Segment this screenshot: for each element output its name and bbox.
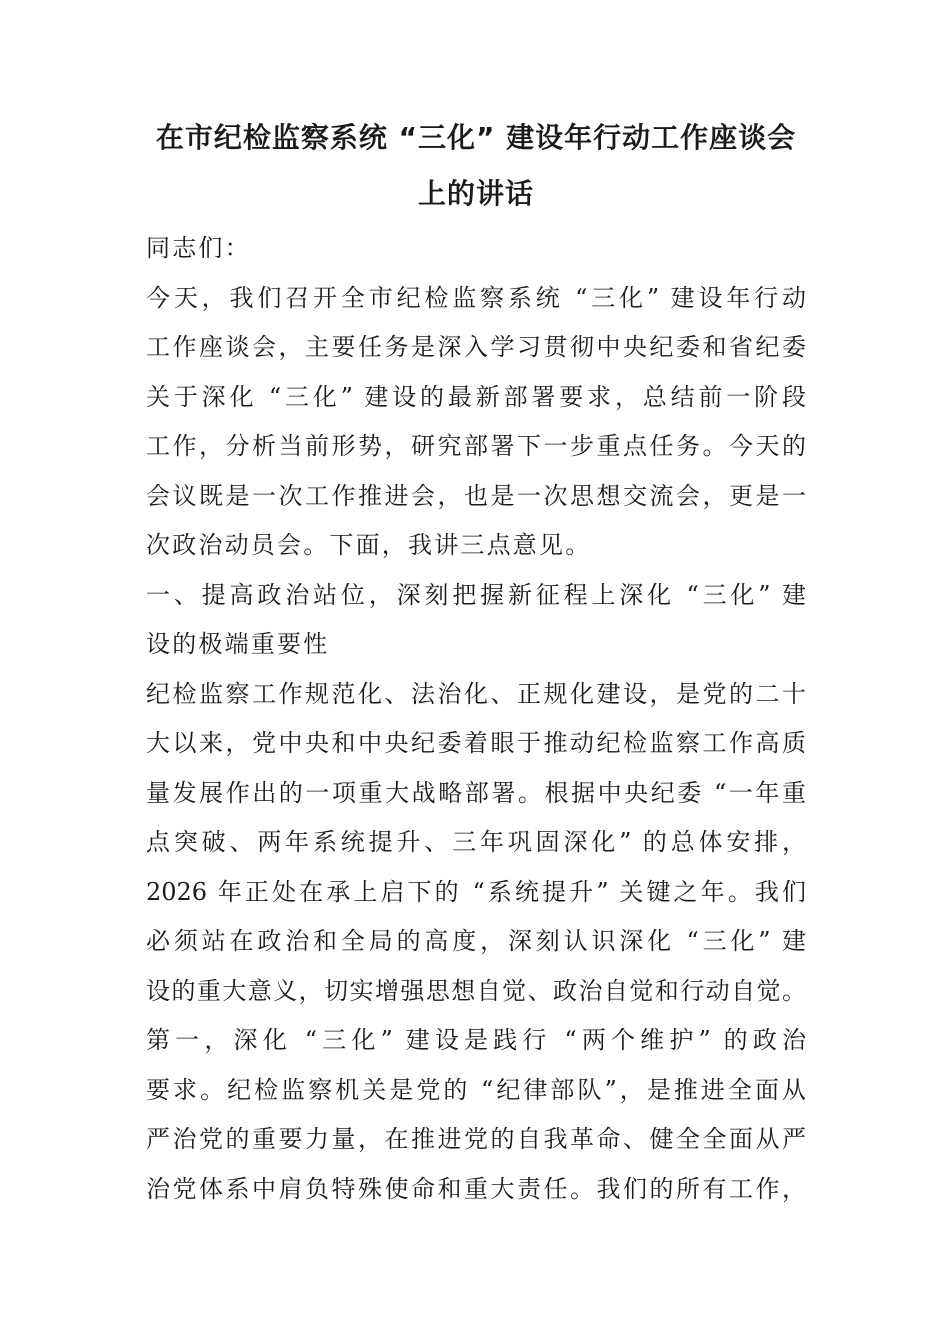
text-line: 会议既是一次工作推进会，也是一次思想交流会，更是一 bbox=[146, 481, 806, 510]
document-title bbox=[146, 110, 806, 222]
text-line: 第一，深化 “三化” 建设是践行 “两个维护” 的政治 bbox=[146, 1026, 806, 1054]
text-line: 必须站在政治和全局的高度，深刻认识深化 “三化” 建 bbox=[146, 927, 806, 955]
text-line: 工作，分析当前形势，研究部署下一步重点任务。今天的 bbox=[146, 432, 806, 460]
text-line: 点突破、两年系统提升、三年巩固深化” 的总体安排， bbox=[146, 828, 806, 856]
text-line: 关于深化 “三化” 建设的最新部署要求，总结前一阶段 bbox=[146, 382, 806, 411]
salutation: 同志们： bbox=[146, 234, 251, 262]
document-page bbox=[146, 110, 806, 1214]
text-line: 工作座谈会，主要任务是深入学习贯彻中央纪委和省纪委 bbox=[146, 333, 806, 361]
text-line: 要求。纪检监察机关是党的 “纪律部队”，是推进全面从 bbox=[146, 1075, 806, 1104]
text-line: 设的重大意义，切实增强思想自觉、政治自觉和行动自觉。 bbox=[146, 976, 806, 1005]
text-line: 治党体系中肩负特殊使命和重大责任。我们的所有工作， bbox=[146, 1174, 806, 1203]
text-line: 纪检监察工作规范化、法治化、正规化建设，是党的二十 bbox=[146, 679, 806, 708]
section-heading-line: 设的极端重要性 bbox=[146, 630, 330, 658]
document-body bbox=[146, 224, 806, 1214]
text-line: 今天，我们召开全市纪检监察系统 “三化” 建设年行动 bbox=[146, 283, 806, 312]
section-heading-line: 一、提高政治站位，深刻把握新征程上深化 “三化” 建 bbox=[146, 580, 806, 609]
text-line: 次政治动员会。下面，我讲三点意见。 bbox=[146, 531, 592, 559]
text-line: 严治党的重要力量，在推进党的自我革命、健全全面从严 bbox=[146, 1125, 806, 1153]
text-line: 大以来，党中央和中央纪委着眼于推动纪检监察工作高质 bbox=[146, 729, 806, 757]
text-line: 量发展作出的一项重大战略部署。根据中央纪委 “一年重 bbox=[146, 778, 806, 807]
text-line: 2026 年正处在承上启下的 “系统提升” 关键之年。我们 bbox=[146, 877, 806, 906]
title-line-2: 上的讲话 bbox=[417, 177, 534, 210]
title-line-1: 在市纪检监察系统 “三化” 建设年行动工作座谈会 bbox=[155, 121, 797, 154]
